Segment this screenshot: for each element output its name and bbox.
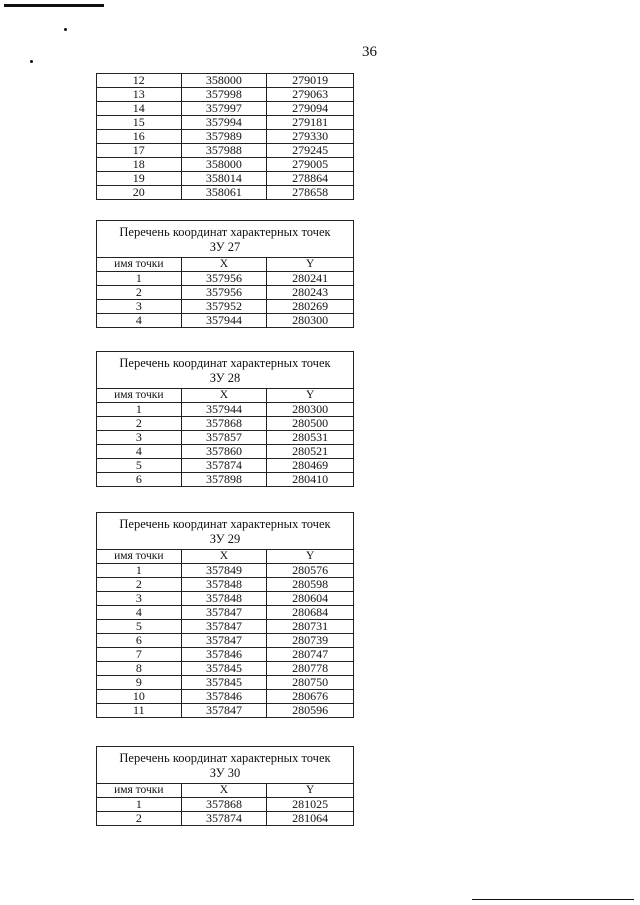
parcel-label: ЗУ 29 bbox=[209, 532, 241, 546]
x-value: 357847 bbox=[181, 704, 267, 718]
x-value: 357860 bbox=[181, 445, 267, 459]
column-header: Y bbox=[267, 389, 354, 403]
y-value: 280604 bbox=[267, 592, 354, 606]
x-value: 357845 bbox=[181, 662, 267, 676]
x-value: 357868 bbox=[181, 417, 267, 431]
x-value: 357857 bbox=[181, 431, 267, 445]
column-header: имя точки bbox=[97, 784, 182, 798]
x-value: 358000 bbox=[181, 74, 267, 88]
x-value: 357846 bbox=[181, 690, 267, 704]
point-name: 4 bbox=[97, 606, 182, 620]
y-value: 280531 bbox=[267, 431, 354, 445]
x-value: 357956 bbox=[181, 272, 267, 286]
point-name: 1 bbox=[97, 564, 182, 578]
continued-coordinates-table bbox=[96, 73, 354, 200]
point-name: 5 bbox=[97, 620, 182, 634]
scan-mark bbox=[64, 28, 67, 31]
y-value: 281025 bbox=[267, 798, 354, 812]
y-value: 280750 bbox=[267, 676, 354, 690]
table-row bbox=[97, 186, 354, 200]
table-caption bbox=[96, 220, 354, 257]
table-row bbox=[97, 144, 354, 158]
point-name: 3 bbox=[97, 300, 182, 314]
point-name: 17 bbox=[97, 144, 182, 158]
table-caption bbox=[96, 512, 354, 549]
point-name: 3 bbox=[97, 592, 182, 606]
table-row bbox=[97, 300, 354, 314]
y-value: 280731 bbox=[267, 620, 354, 634]
page-number: 36 bbox=[362, 44, 377, 60]
y-value: 279245 bbox=[267, 144, 354, 158]
y-value: 280241 bbox=[267, 272, 354, 286]
point-name: 1 bbox=[97, 272, 182, 286]
x-value: 357874 bbox=[181, 812, 267, 826]
coordinates-table bbox=[96, 388, 354, 487]
caption-title: Перечень координат характерных точек bbox=[119, 517, 331, 531]
point-name: 4 bbox=[97, 314, 182, 328]
header-row bbox=[97, 258, 354, 272]
x-value: 357998 bbox=[181, 88, 267, 102]
point-name: 2 bbox=[97, 578, 182, 592]
x-value: 357952 bbox=[181, 300, 267, 314]
table-row bbox=[97, 676, 354, 690]
y-value: 280576 bbox=[267, 564, 354, 578]
y-value: 279063 bbox=[267, 88, 354, 102]
table-row bbox=[97, 272, 354, 286]
y-value: 280269 bbox=[267, 300, 354, 314]
table-row bbox=[97, 74, 354, 88]
y-value: 280778 bbox=[267, 662, 354, 676]
point-name: 15 bbox=[97, 116, 182, 130]
y-value: 279181 bbox=[267, 116, 354, 130]
point-name: 10 bbox=[97, 690, 182, 704]
y-value: 278864 bbox=[267, 172, 354, 186]
point-name: 2 bbox=[97, 286, 182, 300]
x-value: 357848 bbox=[181, 578, 267, 592]
table-row bbox=[97, 606, 354, 620]
coordinates-table bbox=[96, 549, 354, 718]
x-value: 357849 bbox=[181, 564, 267, 578]
point-name: 2 bbox=[97, 417, 182, 431]
x-value: 357989 bbox=[181, 130, 267, 144]
y-value: 280300 bbox=[267, 403, 354, 417]
table-row bbox=[97, 578, 354, 592]
point-name: 13 bbox=[97, 88, 182, 102]
column-header: имя точки bbox=[97, 389, 182, 403]
x-value: 358014 bbox=[181, 172, 267, 186]
table-row bbox=[97, 592, 354, 606]
column-header: Y bbox=[267, 784, 354, 798]
y-value: 279005 bbox=[267, 158, 354, 172]
x-value: 357846 bbox=[181, 648, 267, 662]
y-value: 280596 bbox=[267, 704, 354, 718]
x-value: 357847 bbox=[181, 606, 267, 620]
x-value: 357898 bbox=[181, 473, 267, 487]
y-value: 281064 bbox=[267, 812, 354, 826]
coordinates-table-zu27 bbox=[96, 220, 354, 328]
column-header: имя точки bbox=[97, 258, 182, 272]
column-header: имя точки bbox=[97, 550, 182, 564]
point-name: 2 bbox=[97, 812, 182, 826]
table-row bbox=[97, 704, 354, 718]
point-name: 14 bbox=[97, 102, 182, 116]
caption-title: Перечень координат характерных точек bbox=[119, 225, 331, 239]
point-name: 4 bbox=[97, 445, 182, 459]
point-name: 1 bbox=[97, 798, 182, 812]
y-value: 279094 bbox=[267, 102, 354, 116]
point-name: 20 bbox=[97, 186, 182, 200]
table-caption bbox=[96, 351, 354, 388]
scan-mark bbox=[30, 60, 33, 63]
point-name: 1 bbox=[97, 403, 182, 417]
point-name: 8 bbox=[97, 662, 182, 676]
header-row bbox=[97, 389, 354, 403]
x-value: 357944 bbox=[181, 314, 267, 328]
x-value: 357847 bbox=[181, 634, 267, 648]
x-value: 357994 bbox=[181, 116, 267, 130]
point-name: 19 bbox=[97, 172, 182, 186]
column-header: Y bbox=[267, 258, 354, 272]
parcel-label: ЗУ 30 bbox=[209, 766, 241, 780]
x-value: 358061 bbox=[181, 186, 267, 200]
point-name: 18 bbox=[97, 158, 182, 172]
x-value: 357847 bbox=[181, 620, 267, 634]
y-value: 280243 bbox=[267, 286, 354, 300]
bottom-rule bbox=[472, 899, 634, 900]
table-row bbox=[97, 102, 354, 116]
x-value: 357956 bbox=[181, 286, 267, 300]
table-row bbox=[97, 798, 354, 812]
table-row bbox=[97, 473, 354, 487]
header-row bbox=[97, 550, 354, 564]
y-value: 280747 bbox=[267, 648, 354, 662]
point-name: 9 bbox=[97, 676, 182, 690]
point-name: 7 bbox=[97, 648, 182, 662]
table-row bbox=[97, 158, 354, 172]
table-row bbox=[97, 314, 354, 328]
y-value: 280598 bbox=[267, 578, 354, 592]
parcel-label: ЗУ 28 bbox=[209, 371, 241, 385]
table-row bbox=[97, 403, 354, 417]
table-row bbox=[97, 564, 354, 578]
table-row bbox=[97, 286, 354, 300]
x-value: 358000 bbox=[181, 158, 267, 172]
x-value: 357845 bbox=[181, 676, 267, 690]
column-header: X bbox=[181, 784, 267, 798]
y-value: 279330 bbox=[267, 130, 354, 144]
y-value: 280500 bbox=[267, 417, 354, 431]
point-name: 11 bbox=[97, 704, 182, 718]
y-value: 278658 bbox=[267, 186, 354, 200]
caption-title: Перечень координат характерных точек bbox=[119, 751, 331, 765]
table-row bbox=[97, 445, 354, 459]
table-row bbox=[97, 690, 354, 704]
table-row bbox=[97, 431, 354, 445]
y-value: 280684 bbox=[267, 606, 354, 620]
caption-title: Перечень координат характерных точек bbox=[119, 356, 331, 370]
table-row bbox=[97, 620, 354, 634]
coordinates-table-zu29 bbox=[96, 512, 354, 718]
x-value: 357874 bbox=[181, 459, 267, 473]
parcel-label: ЗУ 27 bbox=[209, 240, 241, 254]
table-row bbox=[97, 130, 354, 144]
coordinates-table bbox=[96, 783, 354, 826]
column-header: X bbox=[181, 389, 267, 403]
table-row bbox=[97, 116, 354, 130]
table-row bbox=[97, 172, 354, 186]
table-row bbox=[97, 459, 354, 473]
x-value: 357848 bbox=[181, 592, 267, 606]
table-row bbox=[97, 648, 354, 662]
y-value: 280739 bbox=[267, 634, 354, 648]
point-name: 12 bbox=[97, 74, 182, 88]
column-header: X bbox=[181, 550, 267, 564]
x-value: 357868 bbox=[181, 798, 267, 812]
column-header: X bbox=[181, 258, 267, 272]
y-value: 280469 bbox=[267, 459, 354, 473]
y-value: 280676 bbox=[267, 690, 354, 704]
table-row bbox=[97, 417, 354, 431]
point-name: 3 bbox=[97, 431, 182, 445]
x-value: 357944 bbox=[181, 403, 267, 417]
point-name: 6 bbox=[97, 634, 182, 648]
y-value: 280410 bbox=[267, 473, 354, 487]
header-row bbox=[97, 784, 354, 798]
point-name: 5 bbox=[97, 459, 182, 473]
y-value: 280521 bbox=[267, 445, 354, 459]
table-row bbox=[97, 634, 354, 648]
x-value: 357988 bbox=[181, 144, 267, 158]
table-row bbox=[97, 812, 354, 826]
y-value: 279019 bbox=[267, 74, 354, 88]
coordinates-table-zu28 bbox=[96, 351, 354, 487]
table-caption bbox=[96, 746, 354, 783]
point-name: 16 bbox=[97, 130, 182, 144]
point-name: 6 bbox=[97, 473, 182, 487]
top-rule bbox=[4, 4, 104, 7]
column-header: Y bbox=[267, 550, 354, 564]
table-row bbox=[97, 662, 354, 676]
table-row bbox=[97, 88, 354, 102]
coordinates-table-zu30 bbox=[96, 746, 354, 826]
x-value: 357997 bbox=[181, 102, 267, 116]
coordinates-table bbox=[96, 257, 354, 328]
y-value: 280300 bbox=[267, 314, 354, 328]
